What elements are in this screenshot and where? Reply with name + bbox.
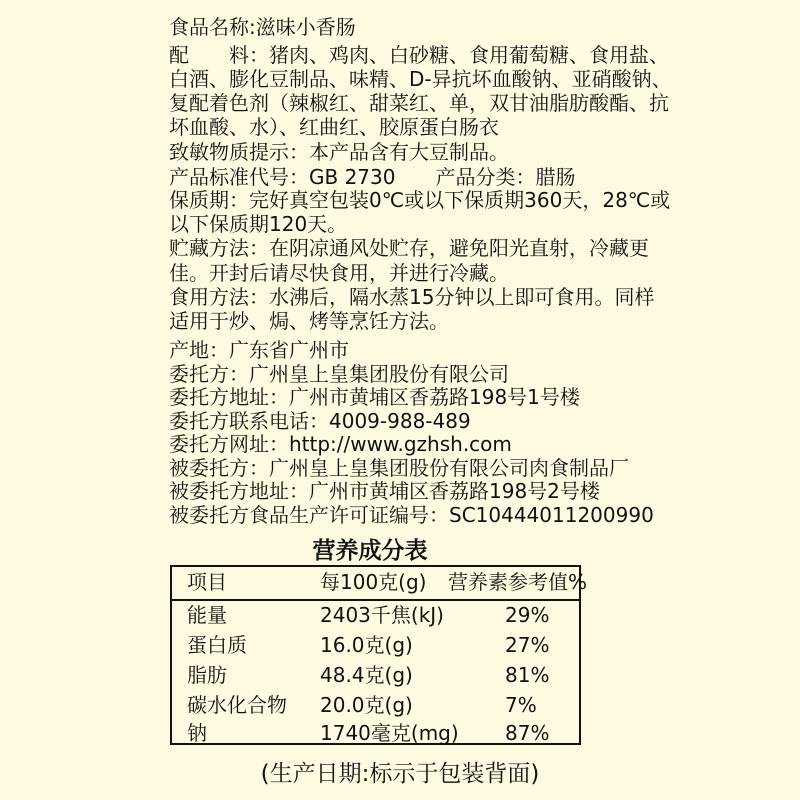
nutrient-nrv: 29% — [505, 603, 550, 627]
header-nrv: 营养素参考值% — [448, 570, 588, 594]
manufacturer-address-line: 被委托方地址：广州市黄埔区香荔路198号2号楼 — [169, 479, 600, 503]
table-row — [172, 660, 579, 690]
header-item: 项目 — [187, 570, 227, 594]
shelf-life-line: 保质期：完好真空包装0℃或以下保质期360天，28℃或 — [169, 188, 671, 212]
client-website-line: 委托方网址：http://www.gzhsh.com — [169, 432, 512, 456]
nutrient-amount: 2403千焦(kJ) — [320, 603, 444, 627]
nutrition-table — [170, 565, 588, 745]
nutrient-name: 蛋白质 — [187, 633, 247, 657]
nutrient-nrv: 27% — [505, 633, 550, 657]
origin-line: 产地：广东省广州市 — [169, 338, 349, 362]
usage-line: 食用方法：水沸后，隔水蒸15分钟以上即可食用。同样 — [169, 285, 655, 309]
nutrient-name: 能量 — [187, 603, 227, 627]
allergen-line: 致敏物质提示：本产品含有大豆制品。 — [169, 140, 509, 164]
header-per100g: 每100克(g) — [320, 570, 427, 594]
production-date-note: (生产日期:标示于包装背面) — [260, 761, 540, 787]
table-header — [172, 567, 588, 601]
nutrient-amount: 16.0克(g) — [320, 633, 413, 657]
usage-line: 适用于炒、焗、烤等烹饪方法。 — [169, 309, 449, 333]
product-name-line: 食品名称:滋味小香肠 — [169, 15, 356, 39]
table-row — [172, 630, 579, 660]
ingredients-line: 白酒、膨化豆制品、味精、D-异抗坏血酸钠、亚硝酸钠、 — [169, 67, 672, 91]
client-line: 委托方：广州皇上皇集团股份有限公司 — [169, 362, 509, 386]
nutrient-nrv: 87% — [505, 721, 550, 745]
nutrient-nrv: 81% — [505, 663, 550, 687]
nutrient-name: 碳水化合物 — [187, 693, 287, 717]
ingredients-line: 配 料：猪肉、鸡肉、白砂糖、食用葡萄糖、食用盐、 — [169, 43, 669, 67]
table-row — [172, 600, 579, 630]
nutrient-name: 钠 — [187, 721, 207, 745]
license-line: 被委托方食品生产许可证编号：SC10444011200990 — [169, 503, 654, 527]
table-row — [172, 690, 579, 720]
nutrient-amount: 48.4克(g) — [320, 663, 413, 687]
manufacturer-line: 被委托方：广州皇上皇集团股份有限公司肉食制品厂 — [169, 456, 629, 480]
ingredients-line: 坏血酸、水）、红曲红、胶原蛋白肠衣 — [169, 115, 499, 139]
table-row — [172, 718, 579, 748]
storage-line: 贮藏方法：在阴凉通风处贮存，避免阳光直射，冷藏更 — [169, 236, 649, 260]
ingredients-line: 复配着色剂（辣椒红、甜菜红、单，双甘油脂肪酸酯、抗 — [169, 91, 669, 115]
nutrient-nrv: 7% — [505, 693, 537, 717]
client-address-line: 委托方地址：广州市黄埔区香荔路198号1号楼 — [169, 385, 580, 409]
nutrition-title: 营养成分表 — [312, 538, 428, 564]
nutrient-amount: 20.0克(g) — [320, 693, 413, 717]
shelf-life-line: 以下保质期120天。 — [169, 212, 348, 236]
nutrient-amount: 1740毫克(mg) — [320, 721, 459, 745]
standard-line: 产品标准代号：GB 2730 产品分类：腊肠 — [169, 165, 576, 189]
client-phone-line: 委托方联系电话：4009-988-489 — [169, 409, 471, 433]
nutrient-name: 脂肪 — [187, 663, 227, 687]
storage-line: 佳。开封后请尽快食用，并进行冷藏。 — [169, 261, 509, 285]
